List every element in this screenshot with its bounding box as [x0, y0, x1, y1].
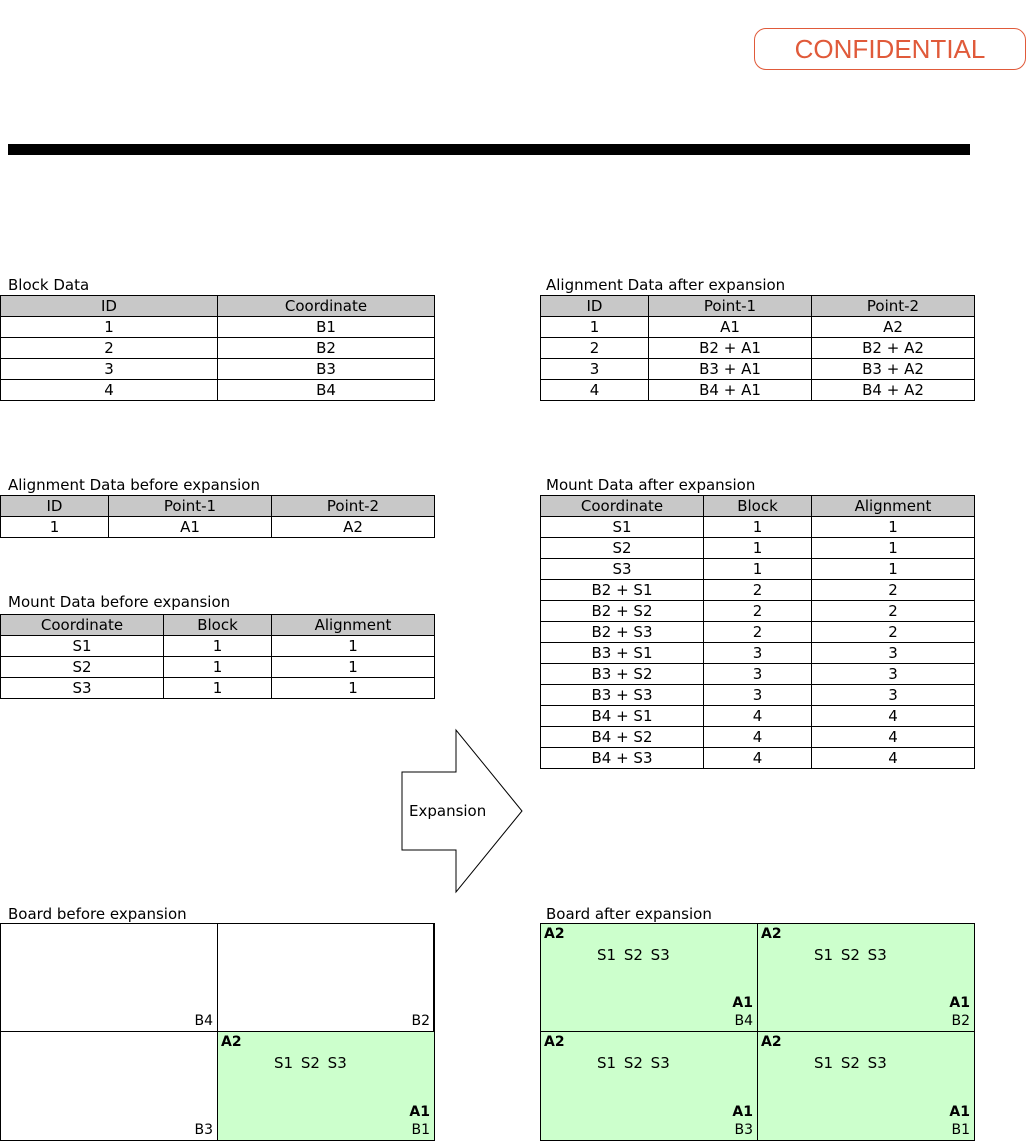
table-cell: B4 [218, 380, 435, 401]
header-cell: Alignment [812, 496, 975, 517]
table-cell: A2 [272, 517, 435, 538]
table-cell: 3 [704, 643, 812, 664]
table-cell: 1 [541, 317, 649, 338]
alignment-before-caption: Alignment Data before expansion [8, 476, 260, 494]
header-cell: ID [1, 496, 109, 517]
table-cell: B2 + S3 [541, 622, 704, 643]
table-cell: 1 [704, 538, 812, 559]
table-row [541, 748, 975, 769]
table-cell: 1 [812, 517, 975, 538]
block-data-table [0, 295, 435, 401]
header-cell: Point-1 [649, 296, 812, 317]
mount-points-label: S1 S2 S3 [814, 946, 887, 964]
table-cell: B2 + S2 [541, 601, 704, 622]
confidential-stamp: CONFIDENTIAL [754, 28, 1026, 70]
table-row [541, 622, 975, 643]
table-row [541, 380, 975, 401]
table-cell: 4 [704, 748, 812, 769]
table-cell: 2 [812, 622, 975, 643]
alignment-point-label: A2 [544, 926, 565, 942]
board-cell-b3 [540, 1031, 758, 1141]
alignment-after-table [540, 295, 975, 401]
mount-points-label: S1 S2 S3 [274, 1054, 347, 1072]
table-cell: 3 [1, 359, 218, 380]
table-row [541, 601, 975, 622]
mount-after-caption: Mount Data after expansion [546, 476, 756, 494]
table-header-row [1, 615, 435, 636]
block-label: B4 [734, 1013, 753, 1029]
table-cell: B4 + S1 [541, 706, 704, 727]
mount-before-caption: Mount Data before expansion [8, 593, 231, 611]
table-cell: 3 [812, 664, 975, 685]
table-cell: 1 [704, 517, 812, 538]
board-before-caption: Board before expansion [8, 905, 187, 923]
table-cell: 1 [812, 559, 975, 580]
table-cell: 1 [704, 559, 812, 580]
table-cell: 2 [704, 580, 812, 601]
table-header-row [541, 496, 975, 517]
table-header-row [1, 496, 435, 517]
table-row [1, 657, 435, 678]
alignment-point-label: A1 [732, 995, 753, 1011]
header-cell: Block [164, 615, 272, 636]
header-cell: Coordinate [1, 615, 164, 636]
table-cell: 2 [812, 580, 975, 601]
expansion-label: Expansion [409, 802, 487, 820]
board-before [0, 923, 434, 1141]
table-header-row [1, 296, 435, 317]
table-cell: 3 [704, 664, 812, 685]
table-cell: 3 [541, 359, 649, 380]
table-row [1, 338, 435, 359]
table-row [541, 538, 975, 559]
table-cell: A1 [649, 317, 812, 338]
table-row [1, 678, 435, 699]
board-cell-b2 [217, 923, 435, 1032]
alignment-before-table [0, 495, 435, 538]
mount-before-table [0, 614, 435, 699]
table-cell: 2 [812, 601, 975, 622]
table-row [541, 580, 975, 601]
board-cell-b4 [0, 923, 218, 1032]
alignment-point-label: A2 [221, 1034, 242, 1050]
table-cell: 1 [164, 678, 272, 699]
table-row [541, 517, 975, 538]
table-cell: S2 [1, 657, 164, 678]
alignment-point-label: A1 [409, 1104, 430, 1120]
table-cell: S1 [541, 517, 704, 538]
mount-points-label: S1 S2 S3 [597, 1054, 670, 1072]
table-cell: 4 [1, 380, 218, 401]
table-cell: 4 [704, 706, 812, 727]
board-cell-b2 [757, 923, 975, 1032]
table-cell: 2 [704, 622, 812, 643]
block-label: B1 [951, 1122, 970, 1138]
block-data-caption: Block Data [8, 276, 90, 294]
table-cell: 4 [812, 706, 975, 727]
table-cell: B4 + S3 [541, 748, 704, 769]
mount-points-label: S1 S2 S3 [814, 1054, 887, 1072]
table-cell: 1 [164, 636, 272, 657]
alignment-point-label: A1 [949, 1104, 970, 1120]
header-cell: Alignment [272, 615, 435, 636]
table-cell: S2 [541, 538, 704, 559]
table-cell: 1 [272, 678, 435, 699]
table-cell: B2 + A1 [649, 338, 812, 359]
table-cell: 4 [704, 727, 812, 748]
table-cell: 3 [812, 685, 975, 706]
table-cell: B3 + S2 [541, 664, 704, 685]
board-cell-b3 [0, 1031, 218, 1141]
table-cell: B3 + S1 [541, 643, 704, 664]
table-cell: 3 [704, 685, 812, 706]
mount-points-label: S1 S2 S3 [597, 946, 670, 964]
table-cell: S1 [1, 636, 164, 657]
table-cell: S3 [1, 678, 164, 699]
board-after [540, 923, 974, 1141]
block-label: B3 [734, 1122, 753, 1138]
table-cell: 2 [704, 601, 812, 622]
table-cell: B1 [218, 317, 435, 338]
alignment-after-caption: Alignment Data after expansion [546, 276, 786, 294]
table-cell: B3 + A1 [649, 359, 812, 380]
table-row [1, 636, 435, 657]
header-cell: ID [1, 296, 218, 317]
table-cell: 4 [812, 748, 975, 769]
table-cell: 1 [164, 657, 272, 678]
table-cell: 3 [812, 643, 975, 664]
header-cell: Point-1 [109, 496, 272, 517]
header-cell: Coordinate [218, 296, 435, 317]
table-row [541, 727, 975, 748]
table-cell: B2 + A2 [812, 338, 975, 359]
table-cell: B3 + A2 [812, 359, 975, 380]
table-row [541, 643, 975, 664]
table-row [1, 317, 435, 338]
table-row [1, 517, 435, 538]
table-cell: B3 [218, 359, 435, 380]
table-cell: 1 [272, 657, 435, 678]
title-bar [8, 144, 970, 155]
table-cell: B4 + S2 [541, 727, 704, 748]
mount-after-table [540, 495, 975, 769]
block-label: B2 [411, 1013, 430, 1029]
block-label: B1 [411, 1122, 430, 1138]
alignment-point-label: A2 [761, 1034, 782, 1050]
block-label: B4 [194, 1013, 213, 1029]
table-cell: A1 [109, 517, 272, 538]
table-row [541, 317, 975, 338]
table-cell: B3 + S3 [541, 685, 704, 706]
block-label: B3 [194, 1122, 213, 1138]
table-row [541, 685, 975, 706]
table-row [541, 664, 975, 685]
table-header-row [541, 296, 975, 317]
table-cell: 4 [541, 380, 649, 401]
table-cell: B2 [218, 338, 435, 359]
board-cell-b1 [757, 1031, 975, 1141]
table-cell: 1 [812, 538, 975, 559]
table-row [541, 559, 975, 580]
table-cell: B2 + S1 [541, 580, 704, 601]
table-cell: S3 [541, 559, 704, 580]
table-cell: B4 + A1 [649, 380, 812, 401]
table-row [1, 380, 435, 401]
header-cell: Block [704, 496, 812, 517]
alignment-point-label: A2 [761, 926, 782, 942]
table-cell: 1 [272, 636, 435, 657]
table-row [541, 338, 975, 359]
alignment-point-label: A1 [949, 995, 970, 1011]
board-cell-b4 [540, 923, 758, 1032]
alignment-point-label: A2 [544, 1034, 565, 1050]
table-cell: 1 [1, 317, 218, 338]
table-cell: 2 [1, 338, 218, 359]
table-row [1, 359, 435, 380]
header-cell: Point-2 [272, 496, 435, 517]
table-cell: B4 + A2 [812, 380, 975, 401]
board-cell-b1 [217, 1031, 435, 1141]
table-row [541, 359, 975, 380]
table-cell: A2 [812, 317, 975, 338]
table-row [541, 706, 975, 727]
header-cell: Point-2 [812, 296, 975, 317]
block-label: B2 [951, 1013, 970, 1029]
table-cell: 4 [812, 727, 975, 748]
alignment-point-label: A1 [732, 1104, 753, 1120]
table-cell: 2 [541, 338, 649, 359]
header-cell: Coordinate [541, 496, 704, 517]
header-cell: ID [541, 296, 649, 317]
table-cell: 1 [1, 517, 109, 538]
board-after-caption: Board after expansion [546, 905, 712, 923]
